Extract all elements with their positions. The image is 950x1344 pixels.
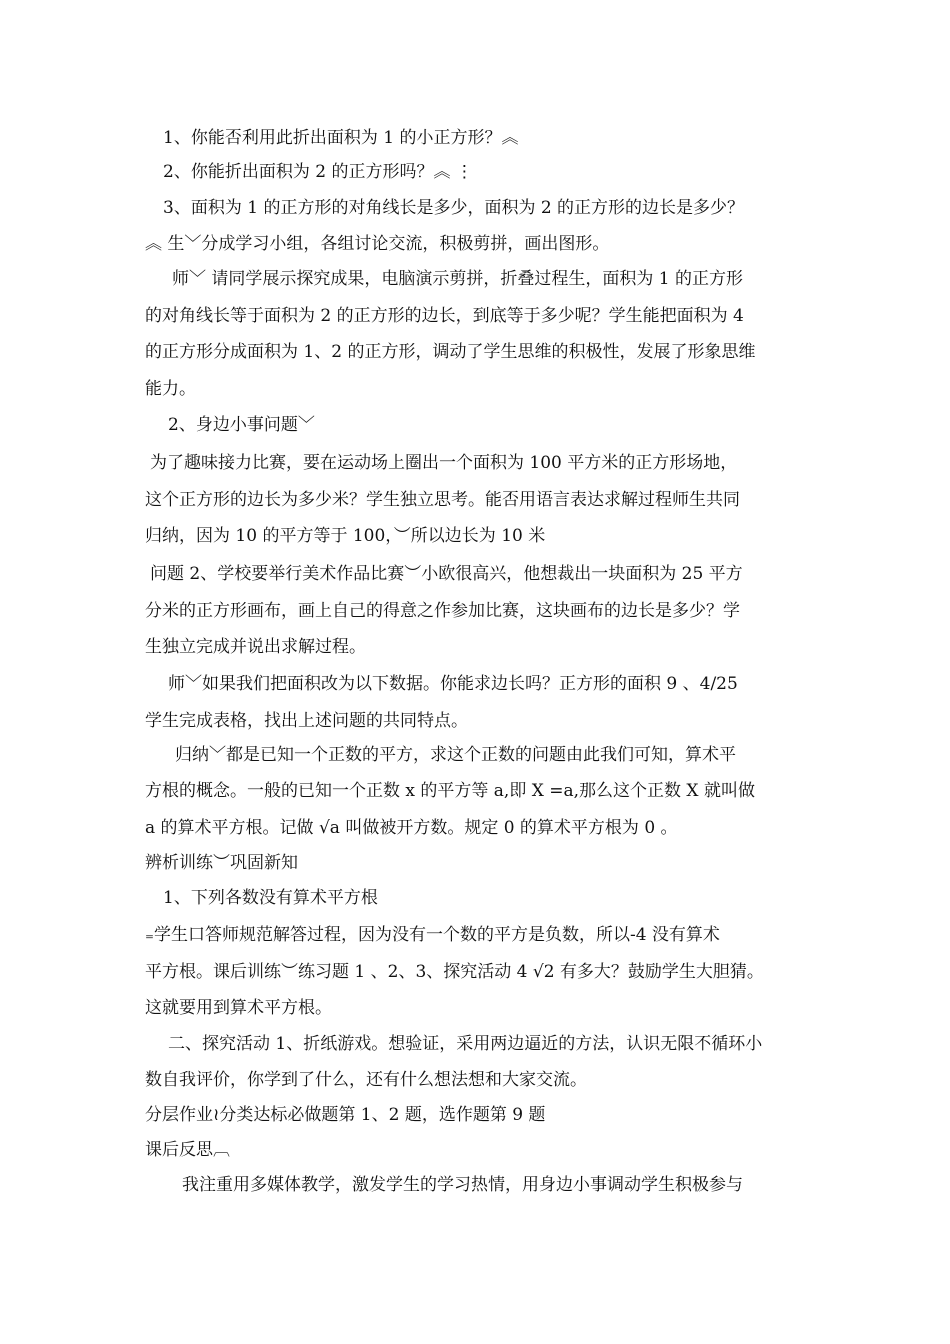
section-heading: 课后反思︹: [145, 1140, 230, 1160]
text-line: 的对角线长等于面积为 2 的正方形的边长，到底等于多少呢？学生能把面积为 4: [145, 306, 744, 326]
text-line: 生独立完成并说出求解过程。: [145, 637, 366, 657]
section-heading: 辨析训练︶巩固新知: [145, 853, 298, 873]
text-line: 二、探究活动 1、折纸游戏。想验证，采用两边逼近的方法，认识无限不循环小: [168, 1034, 763, 1054]
text-line: 3、面积为 1 的正方形的对角线长是多少，面积为 2 的正方形的边长是多少？: [163, 198, 745, 218]
text-line: 归纳，因为 10 的平方等于 100，︶所以边长为 10 米: [145, 526, 546, 546]
text-line: 师﹀如果我们把面积改为以下数据。你能求边长吗？正方形的面积 9 、4/25: [168, 674, 738, 694]
text-line: 的正方形分成面积为 1、2 的正方形，调动了学生思维的积极性，发展了形象思维: [145, 342, 756, 362]
text-line: ︽ 生﹀分成学习小组，各组讨论交流，积极剪拼，画出图形。: [145, 234, 610, 254]
text-line: 2、你能折出面积为 2 的正方形吗？︽ ⋮: [163, 162, 473, 182]
text-line: 问题 2、学校要举行美术作品比赛︶小欧很高兴，他想裁出一块面积为 25 平方: [150, 564, 743, 584]
text-line: 方根的概念。一般的已知一个正数 x 的平方等 a,即 X =a,那么这个正数 X 就叫做: [145, 781, 755, 801]
text-line: 能力。: [145, 379, 196, 399]
section-heading: 2、身边小事问题﹀: [168, 415, 315, 435]
text-line: 1、下列各数没有算术平方根: [163, 888, 378, 908]
text-line: 1、你能否利用此折出面积为 1 的小正方形？︽: [163, 128, 519, 148]
text-line: 数自我评价，你学到了什么，还有什么想法想和大家交流。: [145, 1070, 587, 1090]
text-line: 师﹀ 请同学展示探究成果，电脑演示剪拼，折叠过程生，面积为 1 的正方形: [172, 269, 744, 289]
text-line: 分米的正方形画布，画上自己的得意之作参加比赛，这块画布的边长是多少？学: [145, 601, 740, 621]
text-line: 这个正方形的边长为多少米？学生独立思考。能否用语言表达求解过程师生共同: [145, 490, 740, 510]
text-line: a 的算术平方根。记做 √a 叫做被开方数。规定 0 的算术平方根为 0 。: [145, 818, 678, 838]
text-line: 这就要用到算术平方根。: [145, 998, 332, 1018]
section-heading: 分层作业≀分类达标必做题第 1、2 题，选作题第 9 题: [145, 1105, 546, 1125]
text-line: 平方根。课后训练︶练习题 1 、2、3、探究活动 4 √2 有多大？鼓励学生大胆猜。: [145, 962, 764, 982]
text-line: 为了趣味接力比赛，要在运动场上圈出一个面积为 100 平方米的正方形场地，: [150, 453, 738, 473]
text-line: ₌学生口答师规范解答过程，因为没有一个数的平方是负数，所以-4 没有算术: [145, 925, 720, 945]
text-line: 归纳﹀都是已知一个正数的平方，求这个正数的问题由此我们可知，算术平: [175, 745, 736, 765]
text-line: 我注重用多媒体教学，激发学生的学习热情，用身边小事调动学生积极参与: [182, 1175, 743, 1195]
text-line: 学生完成表格，找出上述问题的共同特点。: [145, 711, 468, 731]
